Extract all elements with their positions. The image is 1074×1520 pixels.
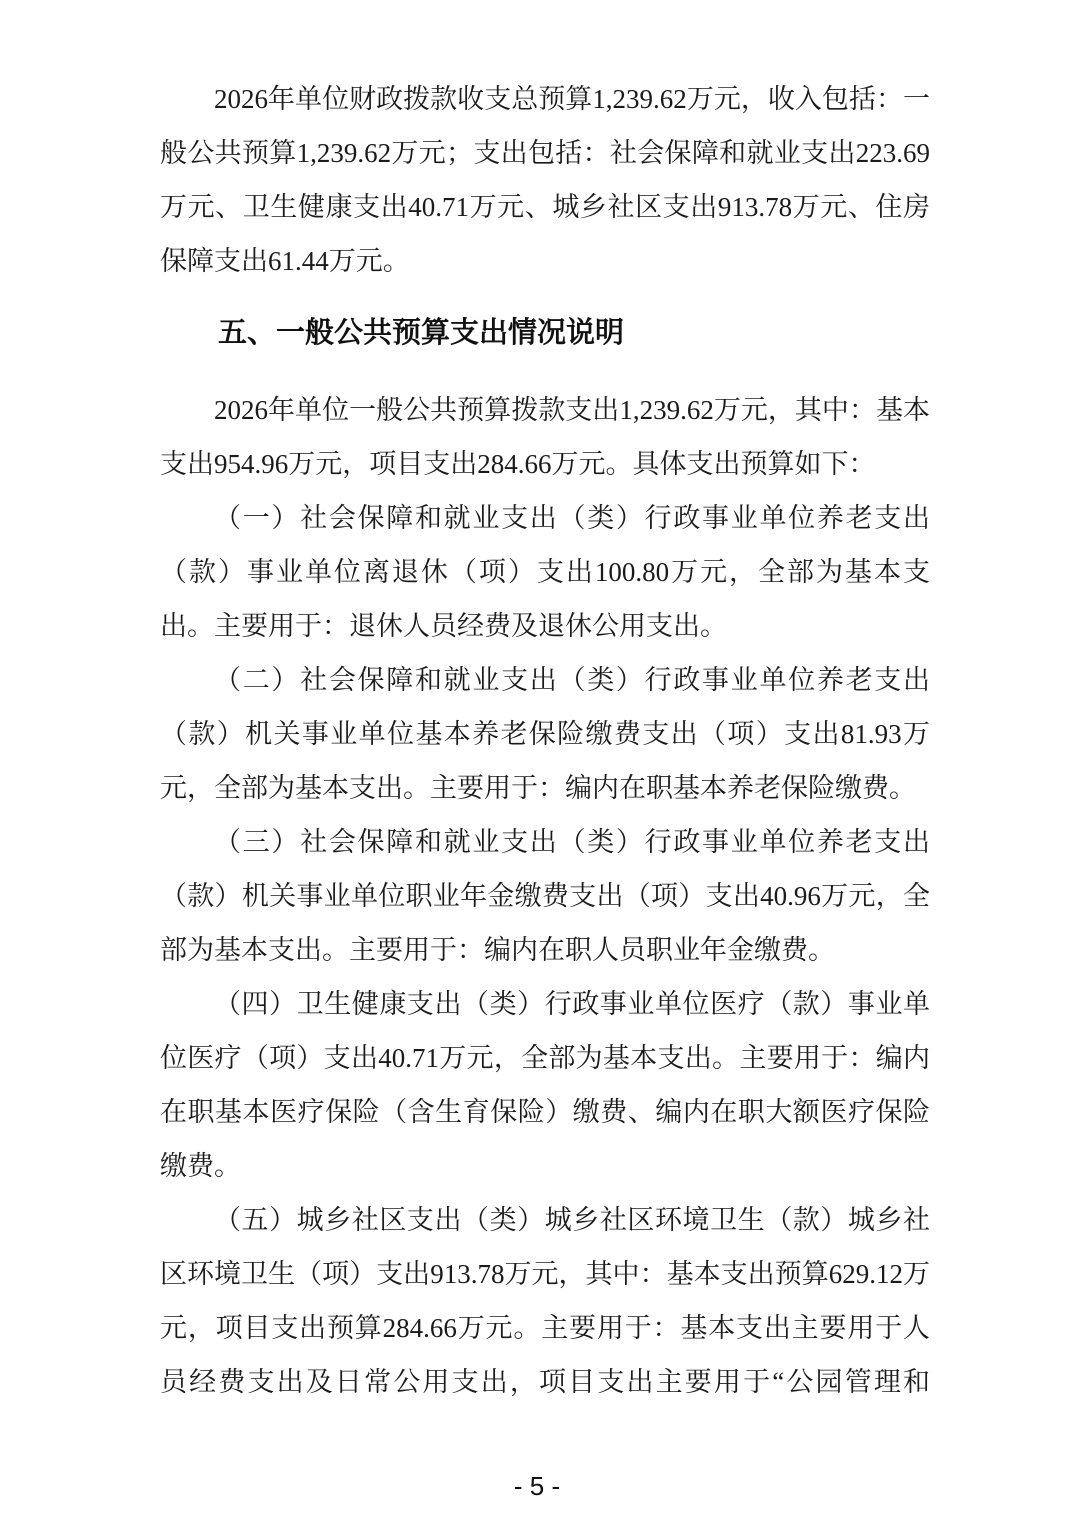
paragraph-expenditure-overview: 2026年单位一般公共预算拨款支出1,239.62万元，其中：基本支出954.96万元，项目支出284.66万元。具体支出预算如下： xyxy=(160,395,930,479)
page-number: - 5 - xyxy=(513,1471,561,1501)
section-heading-general-public-budget-expenditure: 五、一般公共预算支出情况说明 xyxy=(218,317,625,349)
paragraph-item-2-basic-pension-contribution: （二）社会保障和就业支出（类）行政事业单位养老支出（款）机关事业单位基本养老保险缴费支出（项）支出81.93万元，全部为基本支出。主要用于：编内在职基本养老保险缴费。 xyxy=(160,665,930,803)
paragraph-fiscal-appropriation-summary: 2026年单位财政拨款收支总预算1,239.62万元，收入包括：一般公共预算1,239.62万元；支出包括：社会保障和就业支出223.69万元、卫生健康支出40.71万元、城乡社区支出913.78万元、住房保障支出61.44万元。 xyxy=(160,84,930,276)
paragraph-item-5-urban-rural-community: （五）城乡社区支出（类）城乡社区环境卫生（款）城乡社区环境卫生（项）支出913.78万元，其中：基本支出预算629.12万元，项目支出预算284.66万元。主要用于：基本支出主要用于人员经费支出及日常公用支出，项目支出主要用于“公园管理和 xyxy=(160,1205,930,1397)
paragraph-item-3-occupational-annuity: （三）社会保障和就业支出（类）行政事业单位养老支出（款）机关事业单位职业年金缴费支出（项）支出40.96万元，全部为基本支出。主要用于：编内在职人员职业年金缴费。 xyxy=(160,827,930,965)
paragraph-item-4-health-medical: （四）卫生健康支出（类）行政事业单位医疗（款）事业单位医疗（项）支出40.71万元，全部为基本支出。主要用于：编内在职基本医疗保险（含生育保险）缴费、编内在职大额医疗保险缴费。 xyxy=(160,989,930,1181)
paragraph-item-1-social-security-retirement: （一）社会保障和就业支出（类）行政事业单位养老支出（款）事业单位离退休（项）支出100.80万元，全部为基本支出。主要用于：退休人员经费及退休公用支出。 xyxy=(160,503,930,641)
page-body xyxy=(160,72,930,1409)
